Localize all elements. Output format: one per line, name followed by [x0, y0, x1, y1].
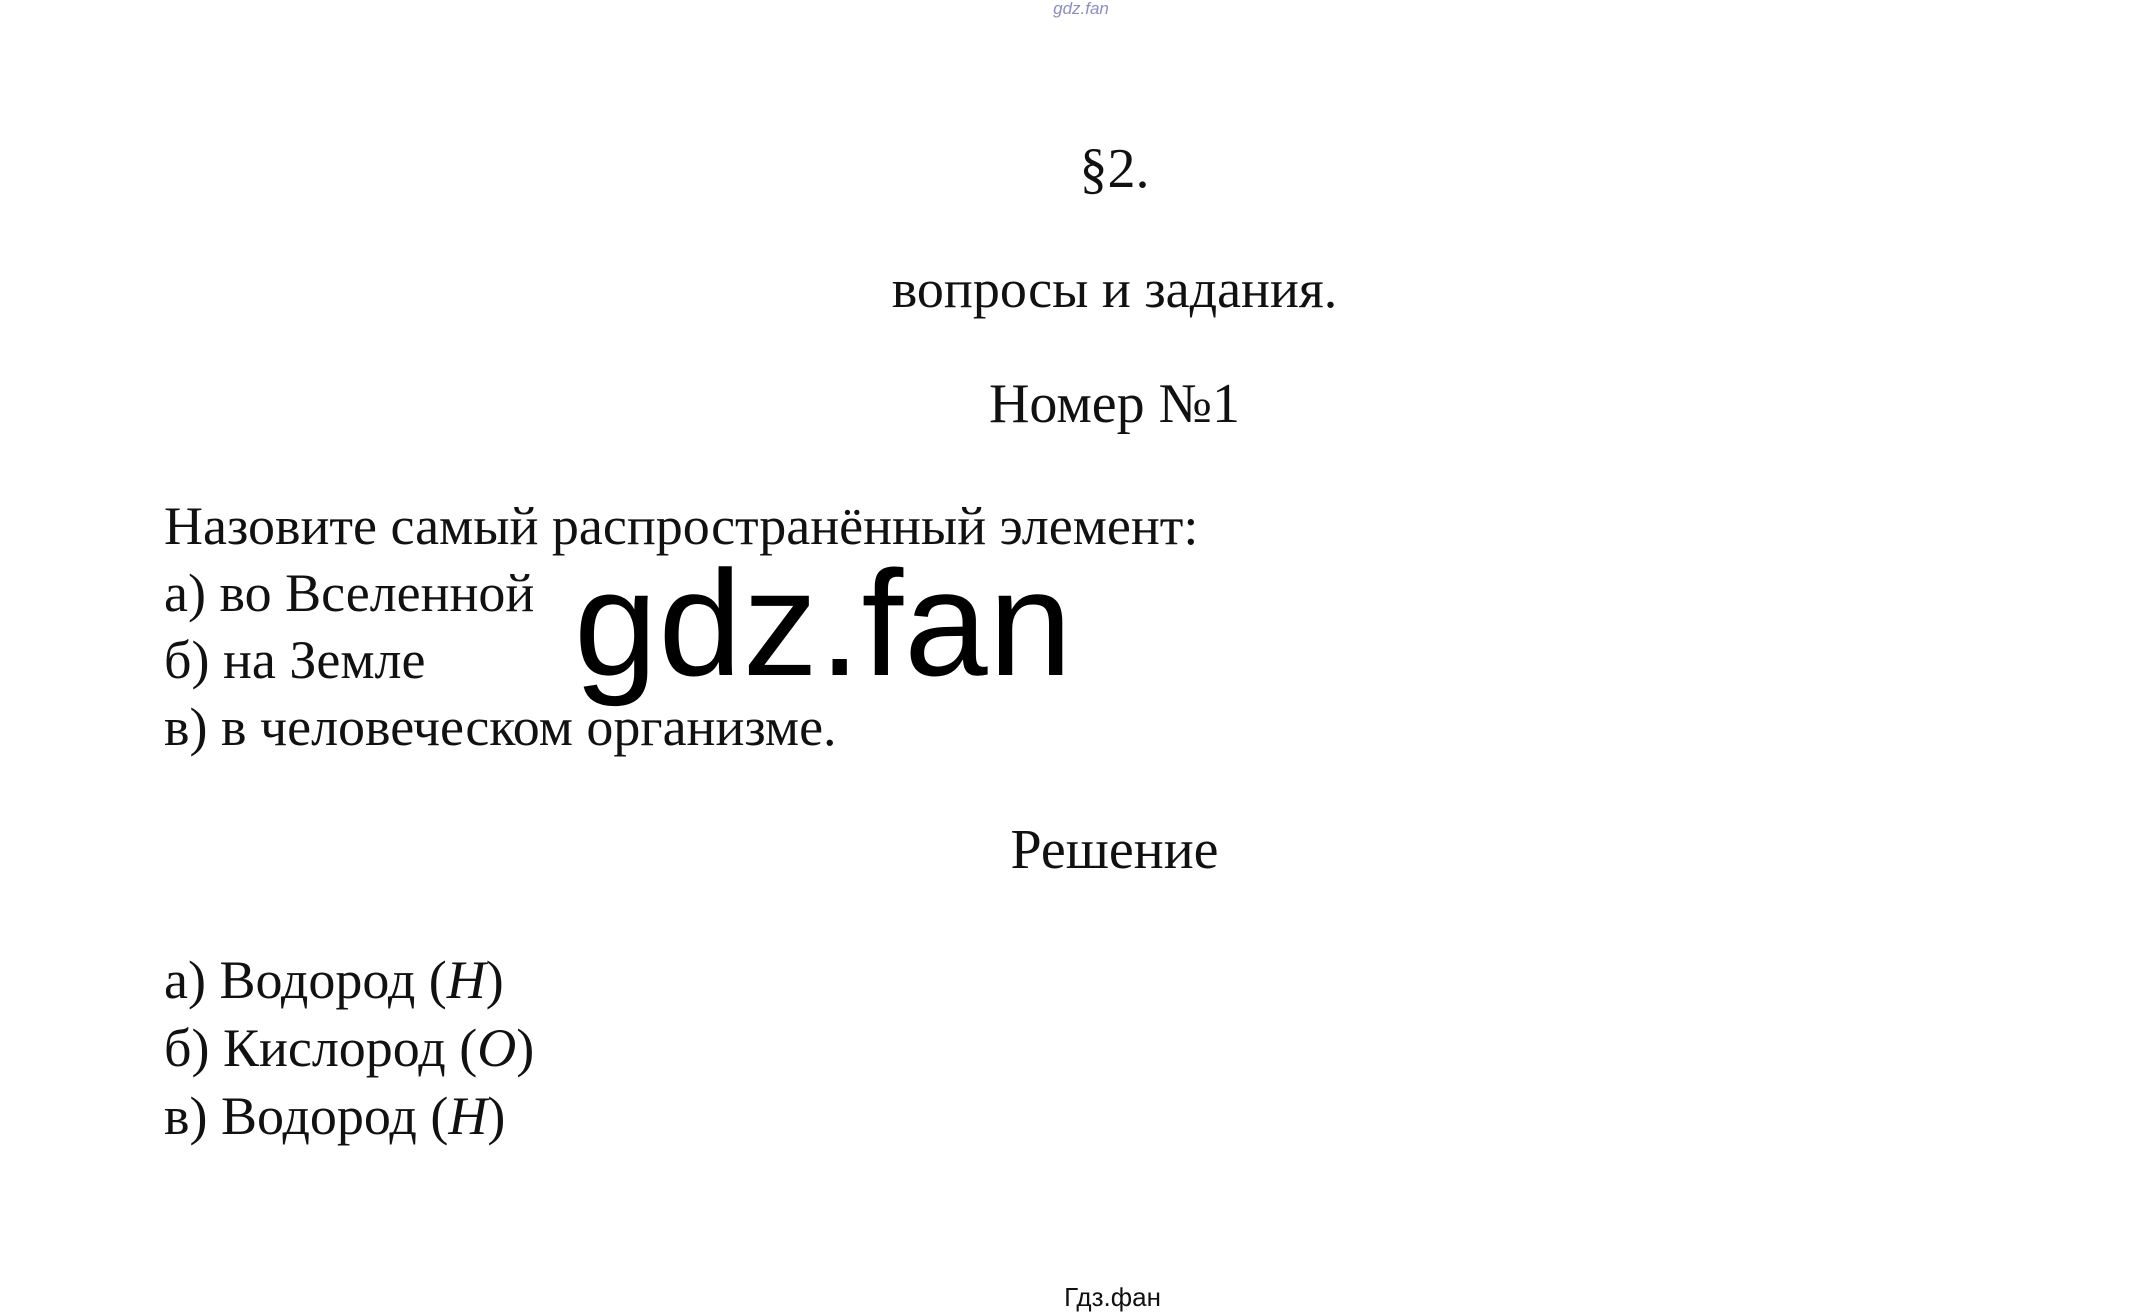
question-item-c: в) в человеческом организме. — [164, 697, 837, 757]
task-number: Номер №1 — [988, 373, 1241, 435]
question-item-a: а) во Вселенной — [164, 563, 535, 623]
question-item-b: б) на Земле — [164, 630, 426, 690]
question-prompt: Назовите самый распространённый элемент: — [164, 496, 1199, 556]
solution-heading: Решение — [1010, 819, 1219, 881]
watermark-logo: gdz.fan — [574, 539, 1074, 707]
answer-label: а) Водород ( — [164, 950, 447, 1010]
closing-paren: ) — [487, 1086, 506, 1146]
footer-text: Гдз.фан — [1064, 1282, 1161, 1312]
answer-item-a — [164, 946, 534, 1014]
element-symbol: H — [448, 1086, 488, 1146]
closing-paren: ) — [516, 1018, 535, 1078]
answer-label: б) Кислород ( — [164, 1018, 478, 1078]
top-watermark: gdz.fan — [1053, 0, 1109, 18]
closing-paren: ) — [485, 950, 504, 1010]
answer-block — [164, 946, 534, 1150]
section-number: §2. — [1079, 138, 1150, 200]
answer-item-c — [164, 1082, 534, 1150]
element-symbol: H — [446, 950, 486, 1010]
section-subtitle: вопросы и задания. — [891, 259, 1338, 319]
answer-label: в) Водород ( — [164, 1086, 449, 1146]
answer-item-b — [164, 1014, 534, 1082]
element-symbol: O — [477, 1018, 517, 1078]
